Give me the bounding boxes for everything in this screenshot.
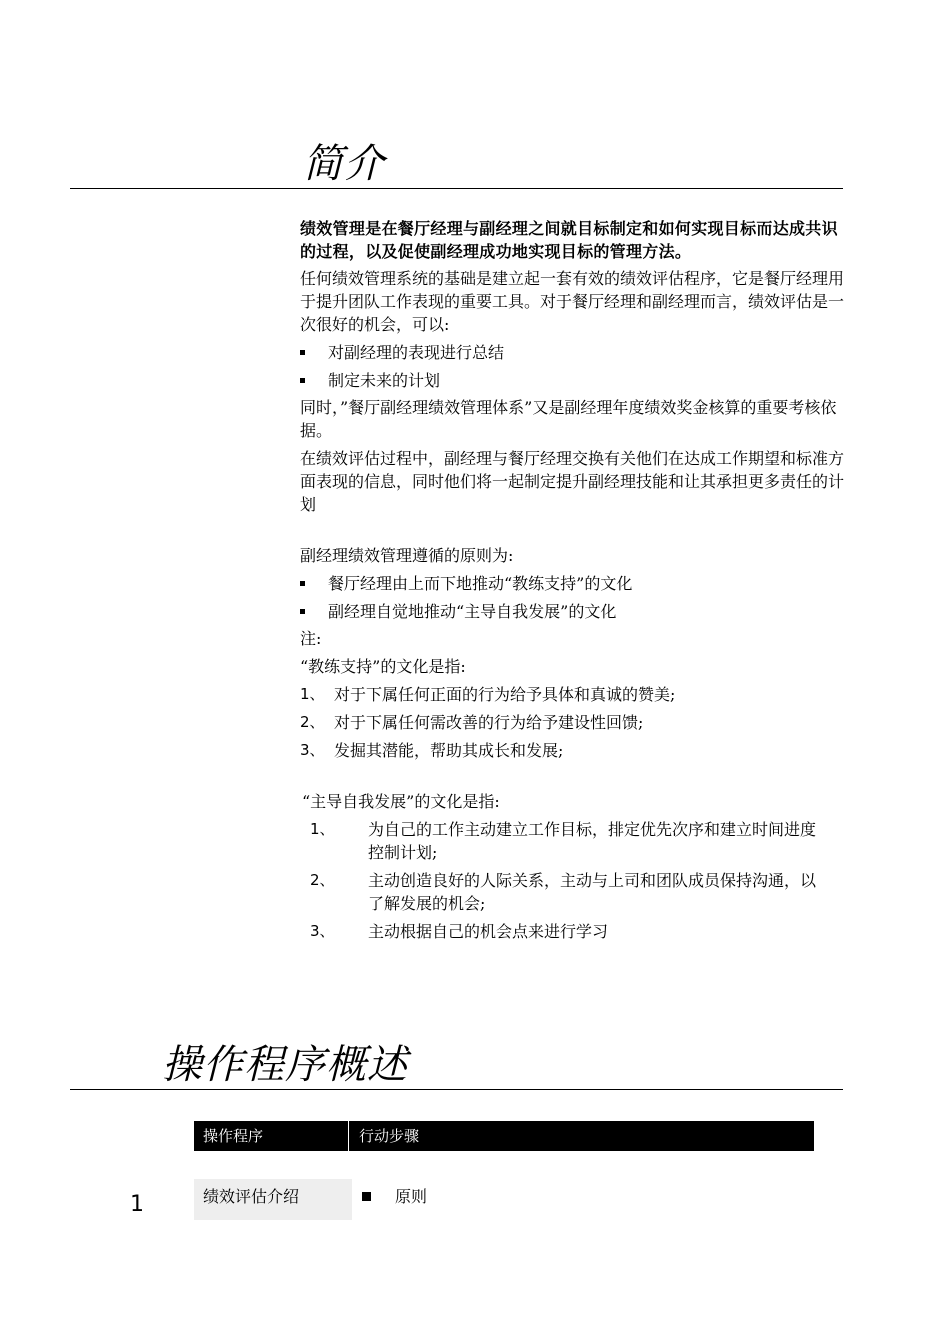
intro-title-rule (70, 188, 843, 189)
intro-para-3: 在绩效评估过程中，副经理与餐厅经理交换有关他们在达成工作期望和标准方面表现的信息，同时他们将一起制定提升副经理技能和让其承担更多责任的计划 (300, 449, 845, 514)
header-procedure: 操作程序 (194, 1121, 349, 1151)
coach-item (300, 711, 850, 734)
intro-content (300, 217, 850, 943)
note-label: 注: (300, 629, 322, 648)
square-bullet-icon (362, 1192, 371, 1201)
item-number: 3、 (300, 741, 325, 759)
item-number: 3、 (310, 922, 335, 940)
row-number: 1 (130, 1192, 144, 1217)
bullet-icon (300, 600, 328, 623)
coach-intro: “教练支持”的文化是指: (300, 657, 466, 676)
item-number: 1、 (300, 685, 325, 703)
overview-title-rule (70, 1089, 843, 1090)
bullet-text: 制定未来的计划 (328, 371, 441, 390)
item-text: 为自己的工作主动建立工作目标，排定优先次序和建立时间进度控制计划; (368, 820, 817, 862)
bullet-icon (300, 369, 328, 392)
bullet-item (300, 572, 850, 595)
bullet-icon (300, 572, 328, 595)
step-text: 原则 (395, 1187, 428, 1206)
table-header (194, 1121, 814, 1151)
bullet-item (300, 600, 850, 623)
bullet-text: 餐厅经理由上而下地推动“教练支持”的文化 (328, 574, 633, 593)
item-number: 1、 (310, 820, 335, 838)
intro-para-1: 任何绩效管理系统的基础是建立起一套有效的绩效评估程序，它是餐厅经理用于提升团队工作表现的重要工具。对于餐厅经理和副经理而言，绩效评估是一次很好的机会，可以: (300, 269, 845, 334)
item-text: 主动创造良好的人际关系，主动与上司和团队成员保持沟通，以了解发展的机会; (368, 871, 817, 913)
item-text: 对于下属任何正面的行为给予具体和真诚的赞美; (334, 685, 676, 704)
header-steps: 行动步骤 (359, 1127, 420, 1145)
item-number: 2、 (300, 713, 325, 731)
self-intro: “主导自我发展”的文化是指: (302, 792, 500, 811)
item-text: 主动根据自己的机会点来进行学习 (368, 922, 609, 941)
bullet-item (300, 369, 850, 392)
overview-title: 操作程序概述 (162, 1042, 408, 1088)
self-item (300, 869, 850, 915)
bullet-item (300, 341, 850, 364)
table-row-procedure: 绩效评估介绍 (194, 1179, 352, 1220)
intro-title: 简介 (303, 141, 385, 187)
bullet-text: 副经理自觉地推动“主导自我发展”的文化 (328, 602, 617, 621)
coach-item (300, 739, 850, 762)
table-row-step (362, 1185, 427, 1209)
bullet-icon (300, 341, 328, 364)
self-item (300, 818, 850, 864)
coach-item (300, 683, 850, 706)
item-text: 发掘其潜能，帮助其成长和发展; (334, 741, 564, 760)
intro-lead: 绩效管理是在餐厅经理与副经理之间就目标制定和如何实现目标而达成共识的过程，以及促使副经理成功地实现目标的管理方法。 (300, 219, 838, 261)
self-item (300, 920, 850, 943)
principles-intro: 副经理绩效管理遵循的原则为: (300, 546, 514, 565)
item-number: 2、 (310, 871, 335, 889)
bullet-text: 对副经理的表现进行总结 (328, 343, 505, 362)
intro-para-2: 同时，”餐厅副经理绩效管理体系”又是副经理年度绩效奖金核算的重要考核依据。 (300, 398, 837, 440)
item-text: 对于下属任何需改善的行为给予建设性回馈; (334, 713, 644, 732)
